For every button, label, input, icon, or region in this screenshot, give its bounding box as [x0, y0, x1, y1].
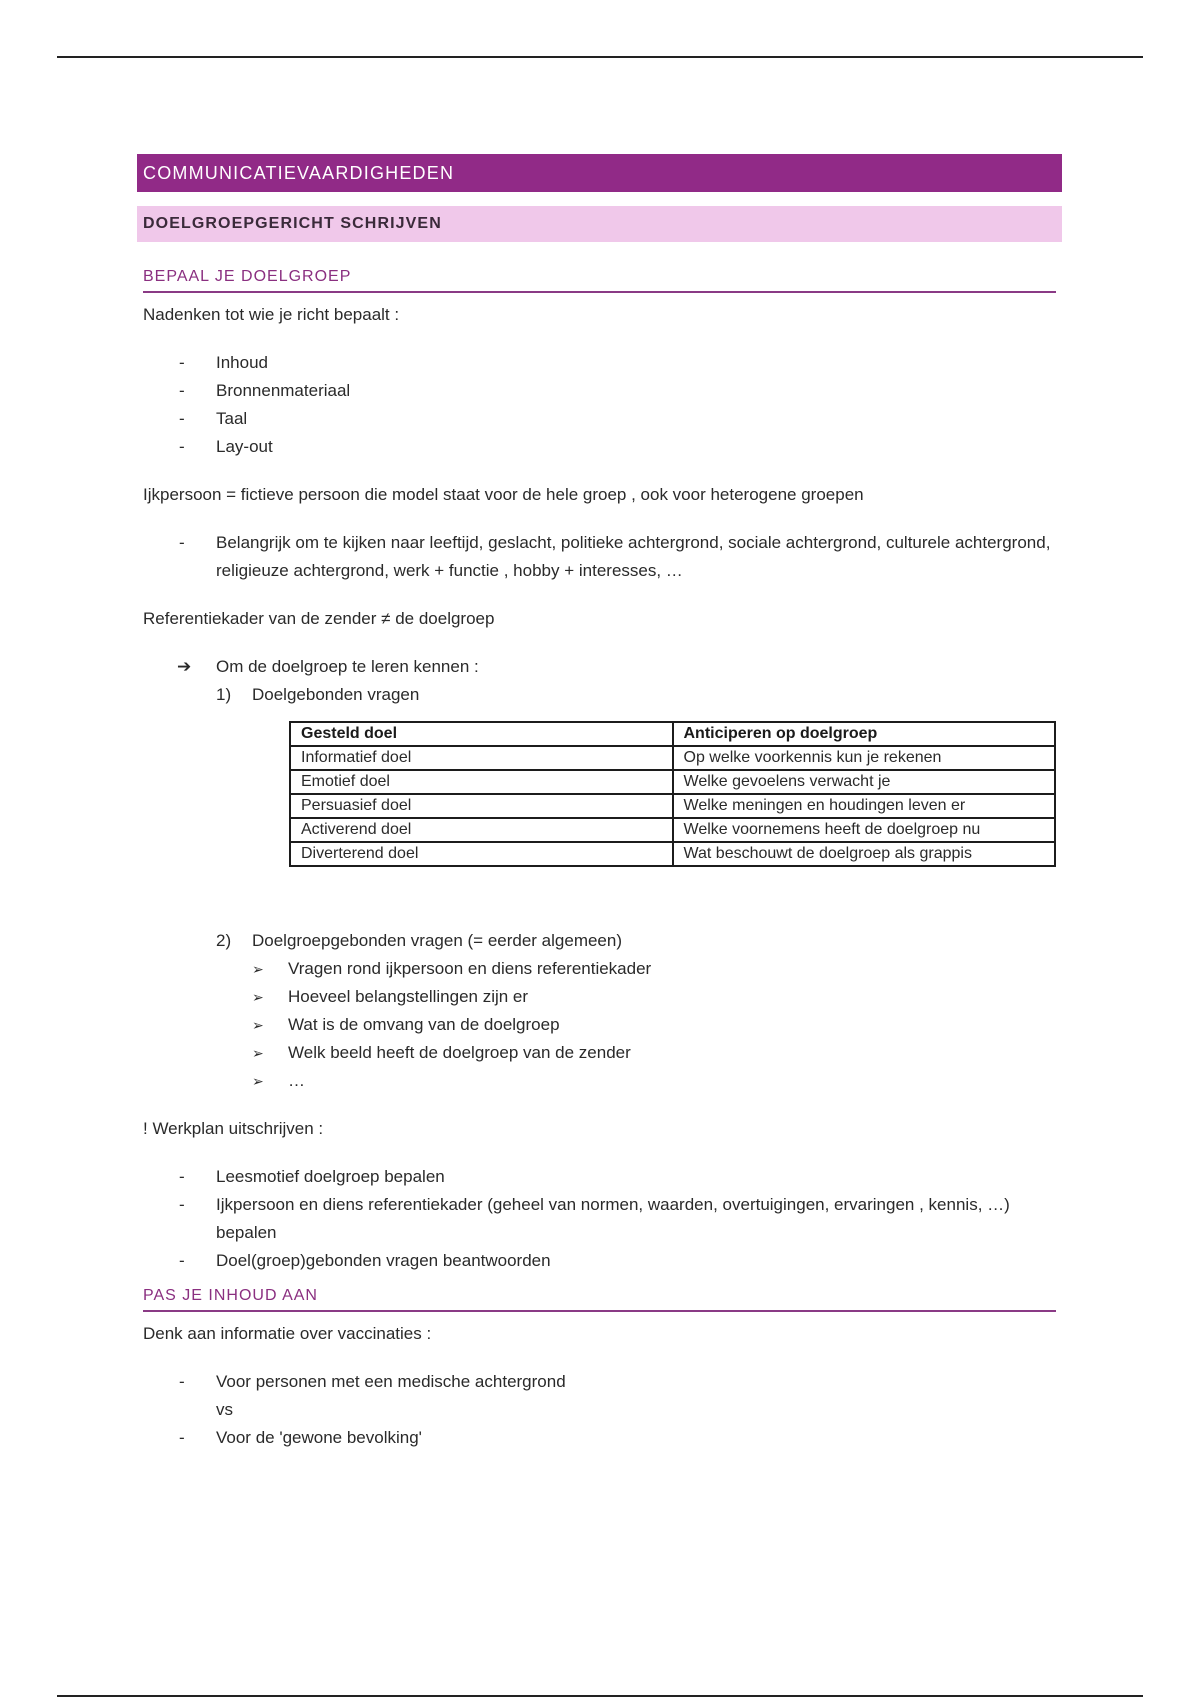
arrowhead-bullet-icon: ➢: [252, 1017, 264, 1033]
dash-bullet: -: [179, 381, 185, 400]
table-header-row: [290, 722, 1055, 746]
list-item: - Voor personen met een medische achtergrond: [137, 1368, 1062, 1396]
section-heading-pas-je-inhoud-aan: PAS JE INHOUD AAN: [143, 1287, 1056, 1312]
arrowhead-bullet-icon: ➢: [252, 961, 264, 977]
dash-bullet: -: [179, 533, 185, 552]
dash-bullet: -: [179, 437, 185, 456]
table-row: [290, 842, 1055, 866]
table-row: [290, 794, 1055, 818]
table-cell: Op welke voorkennis kun je rekenen: [673, 746, 1056, 770]
dash-bullet: -: [179, 409, 185, 428]
table-row: [290, 770, 1055, 794]
number-marker: 2): [216, 931, 232, 950]
dash-bullet: -: [179, 1428, 185, 1447]
arrow-item: ➔ Om de doelgroep te leren kennen :: [137, 653, 1062, 681]
heading-level-2: DOELGROEPGERICHT SCHRIJVEN: [137, 206, 1062, 242]
table-row: [290, 818, 1055, 842]
list-item: ➢ Welk beeld heeft de doelgroep van de zender: [137, 1039, 1062, 1067]
section-heading-bepaal-je-doelgroep: BEPAAL JE DOELGROEP: [143, 268, 1056, 293]
list-item: ➢ Vragen rond ijkpersoon en diens referentiekader: [137, 955, 1062, 983]
dash-bullet: -: [179, 1372, 185, 1391]
list-item: - Lay-out: [137, 433, 1062, 461]
list-item: - Bronnenmateriaal: [137, 377, 1062, 405]
vaccination-audience-list: [137, 1368, 1062, 1452]
heading-level-1: COMMUNICATIEVAARDIGHEDEN: [137, 154, 1062, 192]
list-item: ➢ Wat is de omvang van de doelgroep: [137, 1011, 1062, 1039]
numbered-item-1: 1) Doelgebonden vragen: [137, 681, 1062, 709]
sub-question-list: [137, 955, 1062, 1095]
table-cell: Welke gevoelens verwacht je: [673, 770, 1056, 794]
arrowhead-bullet-icon: ➢: [252, 989, 264, 1005]
list-item: - Inhoud: [137, 349, 1062, 377]
ijkpersoon-note-list: [137, 529, 1062, 585]
intro-paragraph: Nadenken tot wie je richt bepaalt :: [143, 305, 400, 324]
arrow-right-icon: ➔: [177, 657, 192, 676]
document-body: [137, 154, 1062, 1452]
table-header-cell: Anticiperen op doelgroep: [673, 722, 1056, 746]
number-marker: 1): [216, 685, 232, 704]
list-item: ➢ …: [137, 1067, 1062, 1095]
table-cell: Persuasief doel: [290, 794, 673, 818]
list-item: - Ijkpersoon en diens referentiekader (geheel van normen, waarden, overtuigingen, ervaringen , kennis, …) bepalen: [137, 1191, 1062, 1247]
list-item: - Doel(groep)gebonden vragen beantwoorden: [137, 1247, 1062, 1275]
dash-bullet: -: [179, 1167, 185, 1186]
vaccination-intro: Denk aan informatie over vaccinaties :: [143, 1324, 432, 1343]
werkplan-list: [137, 1163, 1062, 1275]
list-item: - Belangrijk om te kijken naar leeftijd, geslacht, politieke achtergrond, sociale achtergrond, culturele achtergrond, religieuze achtergrond, werk + functie , hobby + interesses, …: [137, 529, 1062, 585]
table-cell: Diverterend doel: [290, 842, 673, 866]
list-item: ➢ Hoeveel belangstellingen zijn er: [137, 983, 1062, 1011]
list-item: - Voor de 'gewone bevolking': [137, 1424, 1062, 1452]
dash-bullet: -: [179, 353, 185, 372]
table-cell: Emotief doel: [290, 770, 673, 794]
list-item: - Leesmotief doelgroep bepalen: [137, 1163, 1062, 1191]
table-header-cell: Gesteld doel: [290, 722, 673, 746]
list-item-vs: vs: [216, 1400, 233, 1419]
table-cell: Activerend doel: [290, 818, 673, 842]
table-cell: Wat beschouwt de doelgroep als grappis: [673, 842, 1056, 866]
determines-list: [137, 349, 1062, 461]
arrowhead-bullet-icon: ➢: [252, 1045, 264, 1061]
table-cell: Informatief doel: [290, 746, 673, 770]
page-bottom-rule: [57, 1695, 1143, 1697]
ijkpersoon-definition: Ijkpersoon = fictieve persoon die model staat voor de hele groep , ook voor heterogene groepen: [143, 485, 864, 504]
werkplan-paragraph: ! Werkplan uitschrijven :: [143, 1119, 324, 1138]
goals-table: [289, 721, 1056, 867]
dash-bullet: -: [179, 1195, 185, 1214]
table-cell: Welke meningen en houdingen leven er: [673, 794, 1056, 818]
page-top-rule: [57, 56, 1143, 58]
referentiekader-paragraph: Referentiekader van de zender ≠ de doelgroep: [143, 609, 495, 628]
table-cell: Welke voornemens heeft de doelgroep nu: [673, 818, 1056, 842]
list-item: - Taal: [137, 405, 1062, 433]
dash-bullet: -: [179, 1251, 185, 1270]
table-row: [290, 746, 1055, 770]
numbered-item-2: 2) Doelgroepgebonden vragen (= eerder algemeen): [137, 927, 1062, 955]
arrowhead-bullet-icon: ➢: [252, 1073, 264, 1089]
